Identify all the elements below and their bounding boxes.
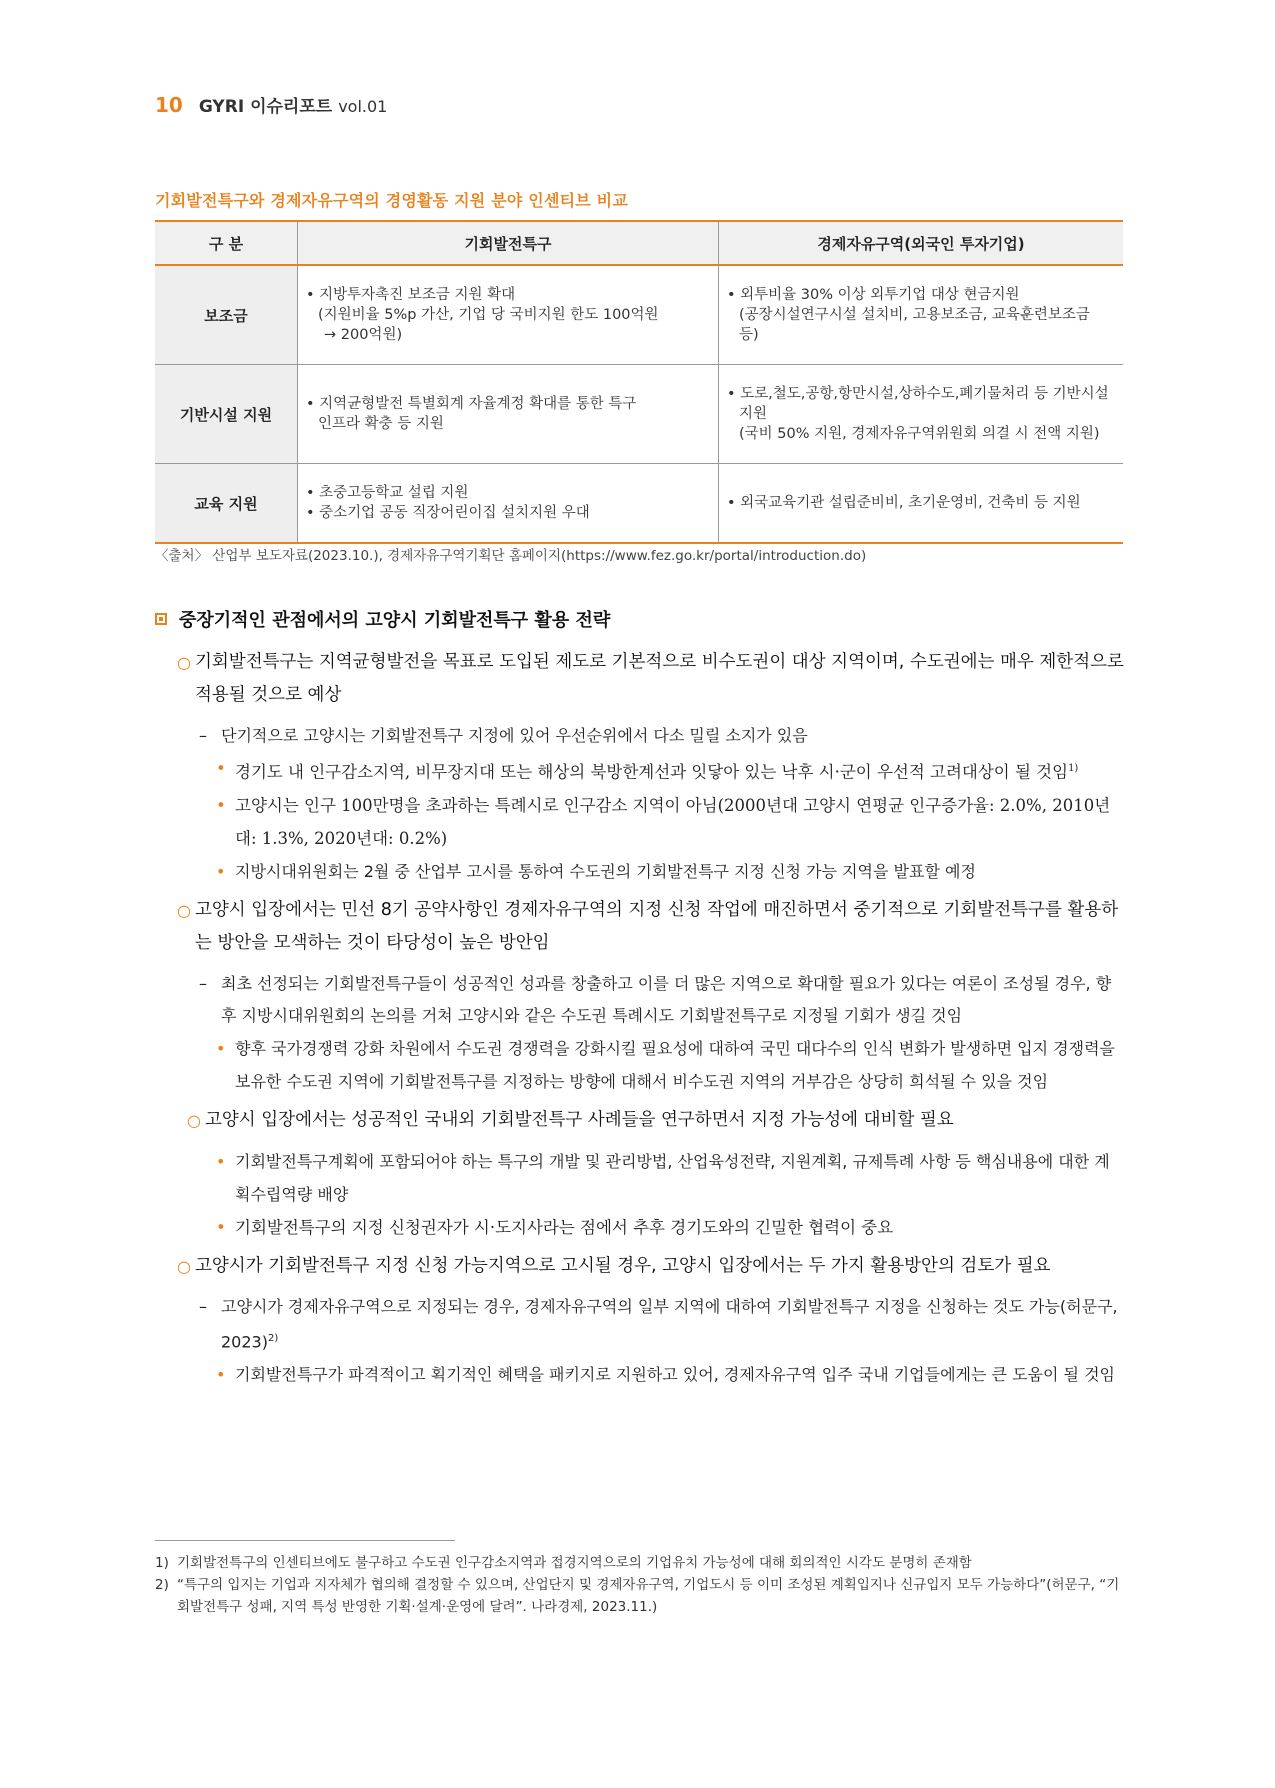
dash-marker: – bbox=[199, 726, 207, 745]
paragraph-text: 기회발전특구의 지정 신청권자가 시·도지사라는 점에서 추후 경기도와의 긴밀한 협력이 중요 bbox=[235, 1217, 894, 1237]
table-header-row bbox=[155, 221, 1123, 265]
footnote-divider bbox=[155, 1540, 455, 1541]
table-title: 기회발전특구와 경제자유구역의 경영활동 지원 분야 인센티브 비교 bbox=[155, 191, 628, 210]
paragraph-text: 고양시가 기회발전특구 지정 신청 가능지역으로 고시될 경우, 고양시 입장에서는 두 가지 활용방안의 검토가 필요 bbox=[195, 1255, 1051, 1276]
circle-bullet-icon: ○ bbox=[177, 900, 191, 920]
footnote-text: “특구의 입지는 기업과 지자체가 협의해 결정할 수 있으며, 산업단지 및 경제자유구역, 기업도시 등 이미 조성된 계획입지나 신규입지 모두 가능하다”(허문구, “기회발전특구 성패, 지역 특성 반영한 기획·설계·운영에 달려”. 나라경제, 2023.11.) bbox=[177, 1577, 1120, 1615]
dot-bullet-icon: • bbox=[216, 1151, 226, 1171]
cell-line: 지원 bbox=[739, 406, 768, 422]
report-issue: vol.01 bbox=[338, 97, 388, 116]
level3-item bbox=[155, 855, 1125, 888]
column-header: 기회발전특구 bbox=[298, 221, 719, 265]
paragraph-text: 향후 국가경쟁력 강화 차원에서 수도권 경쟁력을 강화시킬 필요성에 대하여 국민 대다수의 인식 변화가 발생하면 입지 경쟁력을 보유한 수도권 지역에 기회발전특구를 지정하는 방향에 대해서 비수도권 지역의 거부감은 상당히 희석될 수 있을 것임 bbox=[235, 1038, 1116, 1091]
footnote-ref: 1) bbox=[1068, 763, 1079, 774]
cell-line: • 중소기업 공동 직장어린이집 설치지원 우대 bbox=[306, 505, 590, 521]
section-heading bbox=[155, 604, 1125, 634]
dot-bullet-icon: • bbox=[216, 1038, 226, 1058]
level2-item bbox=[155, 720, 1125, 752]
dot-bullet-icon: • bbox=[216, 861, 226, 881]
level3-item bbox=[155, 752, 1125, 789]
level1-item bbox=[155, 646, 1125, 712]
dash-marker: – bbox=[199, 973, 207, 993]
level3-item bbox=[155, 1032, 1125, 1098]
footnotes bbox=[155, 1552, 1125, 1618]
circle-bullet-icon: ○ bbox=[177, 1256, 191, 1276]
level1-item bbox=[155, 1250, 1125, 1283]
table-cell bbox=[719, 365, 1124, 464]
footnote-number: 1) bbox=[155, 1555, 169, 1571]
table-cell bbox=[298, 365, 719, 464]
level2-item bbox=[155, 968, 1125, 1032]
table-cell bbox=[298, 464, 719, 544]
level3-item bbox=[155, 1145, 1125, 1211]
cell-line: 등) bbox=[739, 327, 759, 343]
cell-line: → 200억원) bbox=[324, 327, 403, 343]
column-header: 경제자유구역(외국인 투자기업) bbox=[719, 221, 1124, 265]
footnote-number: 2) bbox=[155, 1577, 169, 1593]
circle-bullet-icon: ○ bbox=[177, 653, 191, 672]
paragraph-text: 고양시 입장에서는 민선 8기 공약사항인 경제자유구역의 지정 신청 작업에 매진하면서 중기적으로 기회발전특구를 활용하는 방안을 모색하는 것이 타당성이 높은 방안임 bbox=[195, 899, 1119, 953]
cell-line: • 지방투자촉진 보조금 지원 확대 bbox=[306, 287, 516, 303]
cell-line: 인프라 확충 등 지원 bbox=[318, 416, 444, 432]
paragraph-text: 기회발전특구가 파격적이고 획기적인 혜택을 패키지로 지원하고 있어, 경제자유구역 입주 국내 기업들에게는 큰 도움이 될 것임 bbox=[235, 1364, 1116, 1384]
dot-bullet-icon: • bbox=[216, 1217, 226, 1237]
footnote-ref: 2) bbox=[267, 1332, 279, 1344]
paragraph-text: 기회발전특구는 지역균형발전을 목표로 도입된 제도로 기본적으로 비수도권이 대상 지역이며, 수도권에는 매우 제한적으로 적용될 것으로 예상 bbox=[195, 652, 1124, 705]
circle-bullet-icon: ○ bbox=[187, 1110, 201, 1130]
cell-line: (국비 50% 지원, 경제자유구역위원회 의결 시 전액 지원) bbox=[739, 426, 1100, 442]
cell-line: • 외투비율 30% 이상 외투기업 대상 현금지원 bbox=[727, 287, 1020, 303]
report-brand: GYRI 이슈리포트 bbox=[198, 97, 333, 117]
dot-bullet-icon: • bbox=[216, 759, 226, 778]
row-header: 기반시설 지원 bbox=[155, 365, 298, 464]
cell-line: • 지역균형발전 특별회계 자율계정 확대를 통한 특구 bbox=[306, 396, 637, 412]
table-row bbox=[155, 365, 1123, 464]
footnote bbox=[155, 1552, 1125, 1574]
paragraph-text: 기회발전특구계획에 포함되어야 하는 특구의 개발 및 관리방법, 산업육성전략, 지원계획, 규제특례 사항 등 핵심내용에 대한 계획수립역량 배양 bbox=[235, 1151, 1110, 1204]
column-header: 구 분 bbox=[155, 221, 298, 265]
paragraph-text: 고양시가 경제자유구역으로 지정되는 경우, 경제자유구역의 일부 지역에 대하여 기회발전특구 지정을 신청하는 것도 가능(허문구, 2023) bbox=[221, 1296, 1118, 1351]
paragraph-text: 경기도 내 인구감소지역, 비무장지대 또는 해상의 북방한계선과 잇닿아 있는 낙후 시·군이 우선적 고려대상이 될 것임 bbox=[235, 762, 1069, 782]
footnote bbox=[155, 1574, 1125, 1618]
comparison-table bbox=[155, 220, 1123, 544]
level3-item bbox=[155, 1211, 1125, 1244]
cell-line: (공장시설연구시설 설치비, 고용보조금, 교육훈련보조금 bbox=[739, 307, 1090, 323]
paragraph-text: 단기적으로 고양시는 기회발전특구 지정에 있어 우선순위에서 다소 밀릴 소지가 있음 bbox=[221, 726, 808, 745]
table-cell bbox=[719, 265, 1124, 365]
cell-line: • 외국교육기관 설립준비비, 초기운영비, 건축비 등 지원 bbox=[727, 495, 1081, 511]
level3-item bbox=[155, 789, 1125, 855]
table-source: 〈출처〉 산업부 보도자료(2023.10.), 경제자유구역기획단 홈페이지(https://www.fez.go.kr/portal/introduction.do) bbox=[155, 548, 867, 564]
paragraph-text: 고양시 입장에서는 성공적인 국내외 기회발전특구 사례들을 연구하면서 지정 가능성에 대비할 필요 bbox=[205, 1109, 954, 1130]
footnote-text: 기회발전특구의 인센티브에도 불구하고 수도권 인구감소지역과 접경지역으로의 기업유치 가능성에 대해 회의적인 시각도 분명히 존재함 bbox=[177, 1555, 972, 1571]
cell-line: • 도로,철도,공항,항만시설,상하수도,폐기물처리 등 기반시설 bbox=[727, 386, 1109, 402]
paragraph-text: 고양시는 인구 100만명을 초과하는 특례시로 인구감소 지역이 아님(2000년대 고양시 연평균 인구증가율: 2.0%, 2010년대: 1.3%, 2020년대: 0.2%) bbox=[235, 795, 1111, 848]
section-title: 중장기적인 관점에서의 고양시 기회발전특구 활용 전략 bbox=[179, 610, 611, 631]
level1-item bbox=[155, 894, 1125, 960]
table-row bbox=[155, 464, 1123, 544]
table-cell bbox=[298, 265, 719, 365]
level3-item bbox=[155, 1358, 1125, 1391]
page-header bbox=[155, 92, 387, 120]
dot-bullet-icon: • bbox=[216, 795, 226, 815]
level1-item bbox=[155, 1104, 1125, 1137]
row-header: 보조금 bbox=[155, 265, 298, 365]
paragraph-text: 지방시대위원회는 2월 중 산업부 고시를 통하여 수도권의 기회발전특구 지정 신청 가능 지역을 발표할 예정 bbox=[235, 861, 976, 881]
page-number: 10 bbox=[155, 93, 183, 117]
dash-marker: – bbox=[199, 1296, 207, 1316]
paragraph-text: 최초 선정되는 기회발전특구들이 성공적인 성과를 창출하고 이를 더 많은 지역으로 확대할 필요가 있다는 여론이 조성될 경우, 향후 지방시대위원회의 논의를 거쳐 고양시와 같은 수도권 특례시도 기회발전특구로 지정될 기회가 생길 것임 bbox=[221, 973, 1112, 1025]
main-content bbox=[155, 604, 1125, 1391]
dot-bullet-icon: • bbox=[216, 1364, 226, 1384]
row-header: 교육 지원 bbox=[155, 464, 298, 544]
table-cell bbox=[719, 464, 1124, 544]
square-bullet-icon bbox=[155, 613, 167, 625]
cell-line: (지원비율 5%p 가산, 기업 당 국비지원 한도 100억원 bbox=[318, 307, 659, 323]
level2-item bbox=[155, 1291, 1125, 1358]
cell-line: • 초중고등학교 설립 지원 bbox=[306, 485, 469, 501]
table-row bbox=[155, 265, 1123, 365]
